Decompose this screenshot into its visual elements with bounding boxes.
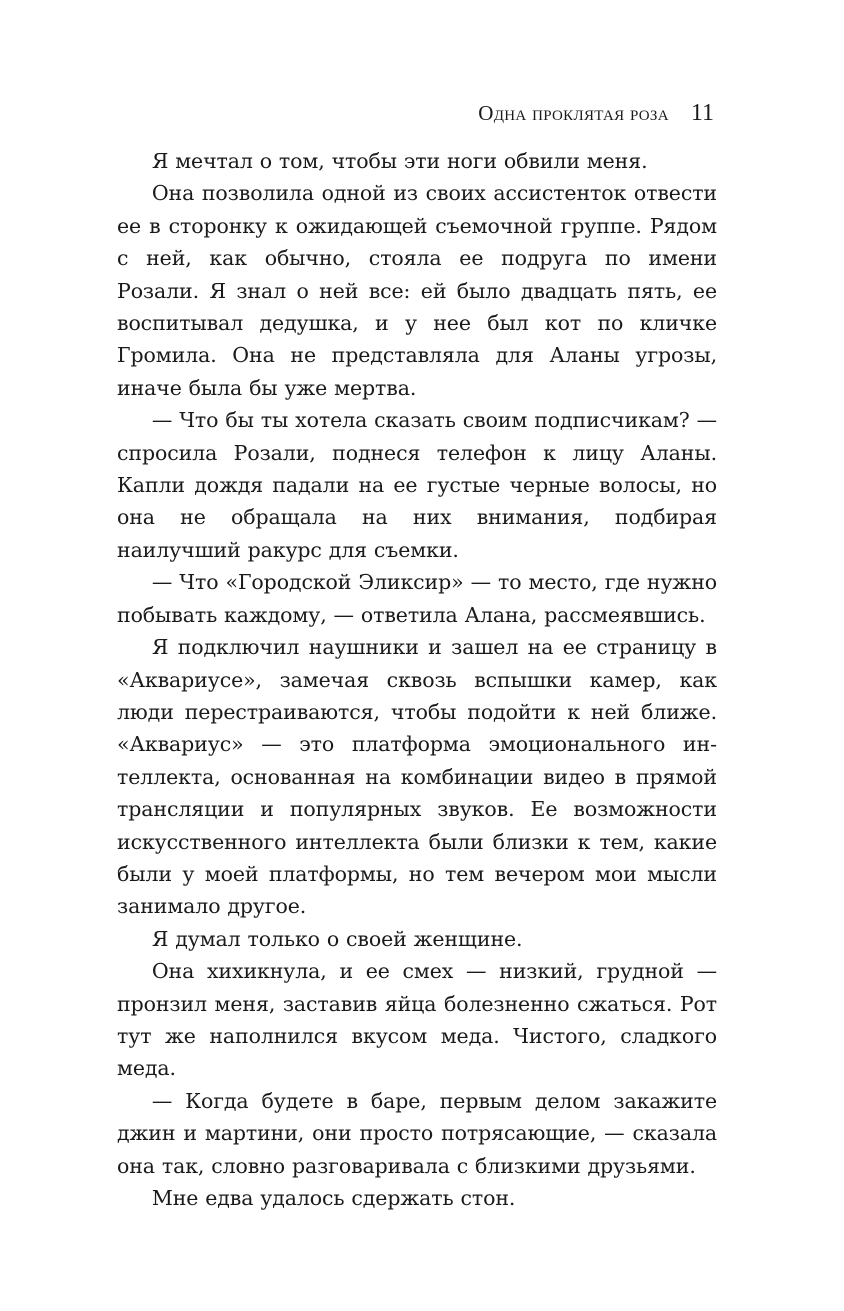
paragraph-5: Я подключил наушники и зашел на ее страницу в «Аквариусе», замечая сквозь вспышки камер, как люди перестраиваются, чтобы подойти к ней ближе. «Аквариус» — это платформа эмоционального интеллекта, основанная на комбинации видео в прямой трансляции и популярных звуков. Ее возможности искусственного интеллекта были близки к тем, какие были у моей платформы, но тем вечером мои мысли занимало другое. <box>117 635 717 919</box>
paragraph-7: Она хихикнула, и ее смех — низкий, грудной — пронзил меня, заставив яйца болезненно сжаться. Рот тут же наполнился вкусом меда. Чистого, сладкого меда. <box>117 959 717 1081</box>
paragraph-9: Мне едва удалось сдержать стон. <box>151 1186 516 1210</box>
paragraph-3: — Что бы ты хотела сказать своим подписчикам? — спросила Розали, поднеся телефон к лицу Аланы. Капли дождя падали на ее густые черные волосы, но она не обращала на них внимания, подбирая наилучший ракурс для съемки. <box>117 408 717 562</box>
paragraph-2: Она позволила одной из своих ассистенток отвести ее в сторонку к ожидающей съемочной группе. Рядом с ней, как обычно, стояла ее подруга по имени Розали. Я знал о ней все: ей было двадцать пять, ее воспитывал дедушка, и у нее был кот по кличке Громила. Она не представляла для Аланы угрозы, иначе была бы уже мертва. <box>117 181 717 400</box>
paragraph-6: Я думал только о своей женщине. <box>151 926 523 951</box>
running-title: Одна проклятая роза <box>478 101 669 125</box>
running-header <box>478 100 714 134</box>
body-text <box>117 145 717 1214</box>
paragraph-4: — Что «Городской Эликсир» — то место, где нужно побывать каждому, — ответила Алана, рассмеявшись. <box>117 570 717 627</box>
paragraph-1: Я мечтал о том, чтобы эти ноги обвили меня. <box>151 149 648 173</box>
page-number: 11 <box>690 100 714 126</box>
paragraph-8: — Когда будете в баре, первым делом закажите джин и мартини, они просто потрясающие, — сказала она так, словно разговаривала с близкими друзьями. <box>117 1088 717 1178</box>
